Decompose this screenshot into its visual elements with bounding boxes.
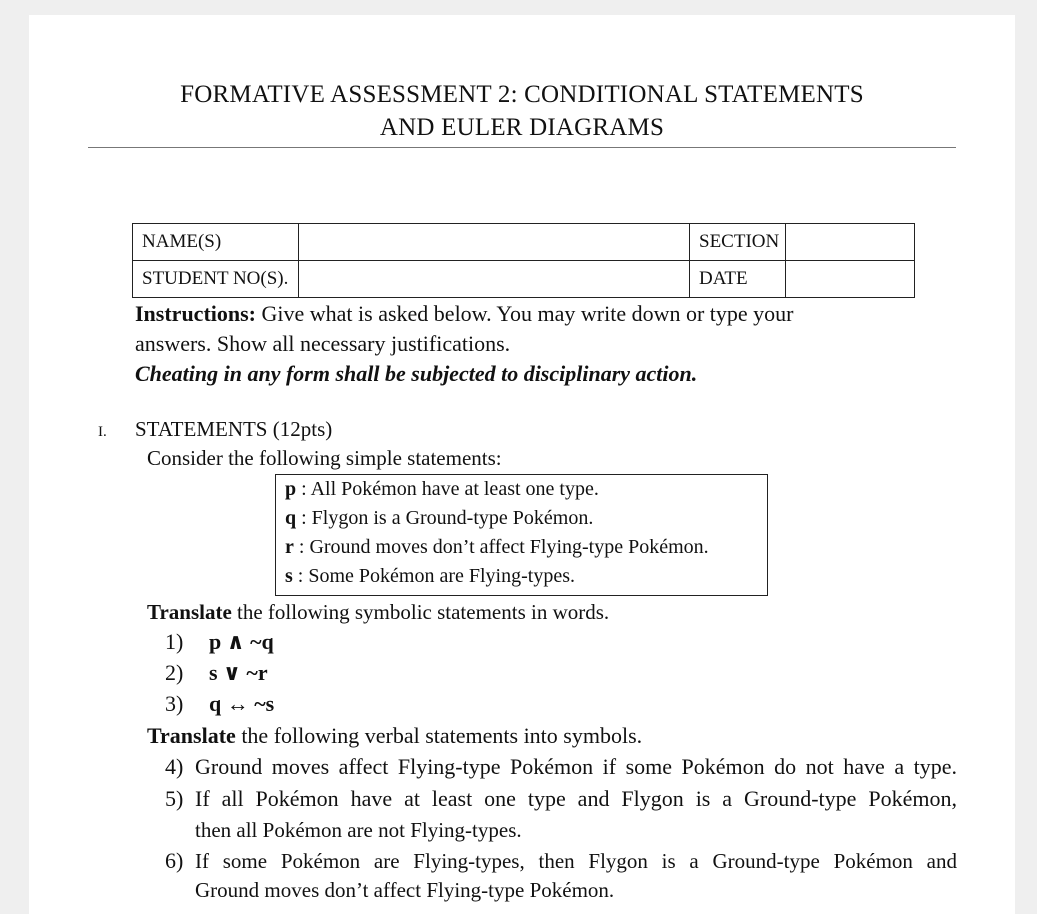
instructions-line-1 [135, 299, 794, 329]
title-line-1: FORMATIVE ASSESSMENT 2: CONDITIONAL STATEMENTS [180, 81, 864, 108]
consider-text: Consider the following simple statements: [147, 446, 502, 470]
title-line-2: AND EULER DIAGRAMS [379, 114, 665, 141]
verbal-item-6-line-2: Ground moves don’t affect Flying-type Pokémon. [195, 878, 615, 902]
verbal-item-4-text: Ground moves affect Flying-type Pokémon if some Pokémon do not have a type. [195, 754, 957, 779]
student-no-label: STUDENT NO(S). [133, 261, 299, 298]
translate-symbolic-instruction: Translate the following symbolic statements in words. [147, 600, 610, 624]
translate-verbal-instruction: Translate the following verbal statements into symbols. [147, 723, 643, 748]
instructions-label: Instructions: [135, 301, 257, 326]
name-field[interactable] [299, 224, 690, 261]
section-label: SECTION [690, 224, 786, 261]
student-no-field[interactable] [299, 261, 690, 298]
verbal-item-4-num: 4) [165, 754, 184, 779]
cheating-warning: Cheating in any form shall be subjected to disciplinary action. [135, 361, 698, 386]
definition-s: s : Some Pokémon are Flying-types. [285, 565, 575, 587]
definitions-box [275, 474, 768, 596]
student-info-table [132, 223, 915, 298]
verbal-item-5-line-2: then all Pokémon are not Flying-types. [195, 818, 522, 842]
symbolic-item-3: 3) q ↔ ~s [165, 691, 275, 716]
instructions-text-1: Give what is asked below. You may write down or type your [256, 301, 794, 326]
verbal-item-5-num: 5) [165, 786, 184, 811]
verbal-item-6-line-1: If some Pokémon are Flying-types, then Flygon is a Ground-type Pokémon and [195, 849, 957, 873]
definition-q: q : Flygon is a Ground-type Pokémon. [285, 507, 594, 529]
definition-r: r : Ground moves don’t affect Flying-type Pokémon. [285, 536, 709, 558]
date-field[interactable] [786, 261, 915, 298]
verbal-item-5-line-1: If all Pokémon have at least one type and Flygon is a Ground-type Pokémon, [195, 786, 957, 811]
date-label: DATE [690, 261, 786, 298]
instructions-line-2: answers. Show all necessary justifications. [135, 331, 511, 356]
verbal-item-6-num: 6) [165, 848, 184, 873]
section-heading: STATEMENTS (12pts) [135, 417, 333, 441]
name-label: NAME(S) [133, 224, 299, 261]
title-divider [88, 147, 956, 148]
section-numeral: I. [98, 424, 107, 440]
symbolic-item-2: 2) s ∨ ~r [165, 660, 268, 685]
document-page [29, 15, 1015, 914]
definition-p: p : All Pokémon have at least one type. [285, 478, 599, 500]
section-field[interactable] [786, 224, 915, 261]
symbolic-item-1: 1) p ∧ ~q [165, 629, 274, 654]
